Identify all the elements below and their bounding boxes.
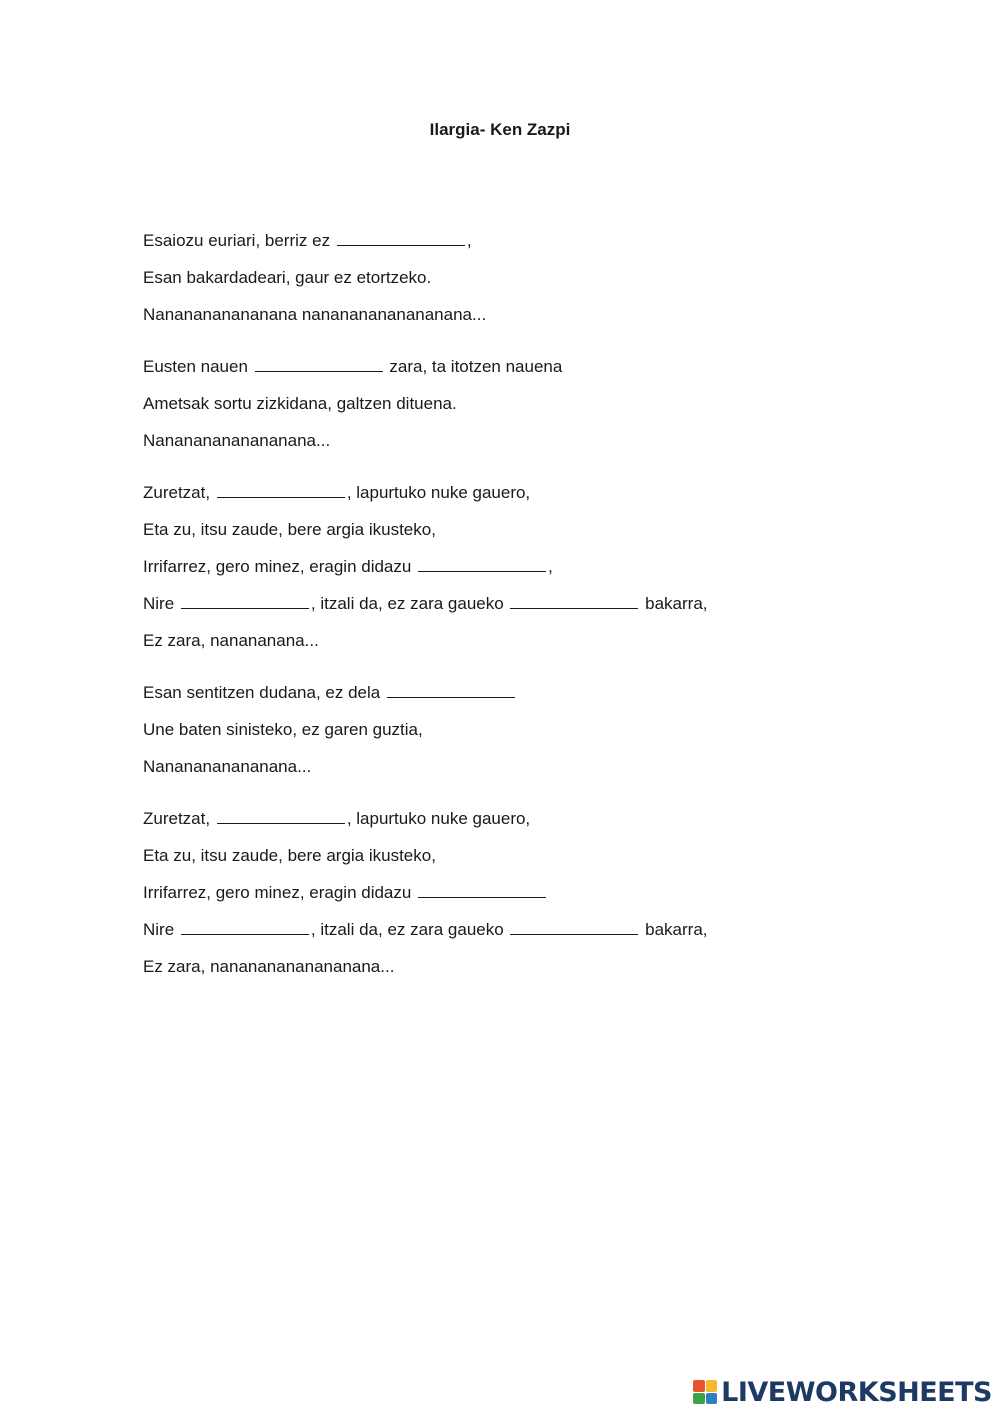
document-title: Ilargia- Ken Zazpi — [429, 120, 571, 139]
lyric-text: Nananananananana nanananananananana... — [143, 305, 487, 324]
lyric-line — [143, 585, 863, 622]
fill-in-blank[interactable] — [510, 916, 638, 935]
lyric-line — [143, 748, 863, 785]
lyric-line — [143, 622, 863, 659]
lyric-line — [143, 385, 863, 422]
lyric-text: Nanananananananana... — [143, 431, 331, 450]
liveworksheets-mark-icon — [693, 1380, 717, 1404]
lyric-text: Une baten sinisteko, ez garen guztia, — [143, 720, 423, 739]
lyric-line — [143, 296, 863, 333]
lyric-text: Eta zu, itsu zaude, bere argia ikusteko, — [143, 520, 436, 539]
lyric-text: Irrifarrez, gero minez, eragin didazu — [143, 557, 417, 576]
lyric-line — [143, 348, 863, 385]
lyric-text: zara, ta itotzen nauena — [384, 357, 563, 376]
mark-square — [693, 1380, 705, 1392]
mark-square — [706, 1393, 718, 1405]
mark-square — [706, 1380, 718, 1392]
lyric-line — [143, 874, 863, 911]
lyric-line — [143, 422, 863, 459]
lyric-text: Zuretzat, — [143, 483, 215, 502]
lyric-text: Nire — [143, 594, 179, 613]
lyric-line — [143, 474, 863, 511]
lyric-line — [143, 511, 863, 548]
lyric-line — [143, 711, 863, 748]
lyric-line — [143, 837, 863, 874]
stanza — [143, 348, 863, 459]
fill-in-blank[interactable] — [255, 353, 383, 372]
lyric-line — [143, 911, 863, 948]
lyric-text: Nananananananana... — [143, 757, 312, 776]
fill-in-blank[interactable] — [217, 805, 345, 824]
lyric-text: Esan sentitzen dudana, ez dela — [143, 683, 385, 702]
stanza — [143, 474, 863, 659]
lyric-line — [143, 548, 863, 585]
lyric-line — [143, 259, 863, 296]
fill-in-blank[interactable] — [387, 679, 515, 698]
fill-in-blank[interactable] — [510, 590, 638, 609]
lyric-text: Nire — [143, 920, 179, 939]
lyric-text: bakarra, — [640, 920, 708, 939]
lyric-text: bakarra, — [640, 594, 708, 613]
lyric-text: , lapurtuko nuke gauero, — [346, 483, 531, 502]
stanza — [143, 674, 863, 785]
mark-square — [693, 1393, 705, 1405]
liveworksheets-logo[interactable] — [693, 1377, 992, 1407]
fill-in-blank[interactable] — [418, 879, 546, 898]
fill-in-blank[interactable] — [418, 553, 546, 572]
lyric-text: Eta zu, itsu zaude, bere argia ikusteko, — [143, 846, 436, 865]
fill-in-blank[interactable] — [181, 916, 309, 935]
lyric-line — [143, 948, 863, 985]
lyric-text: Ez zara, nanananana... — [143, 631, 319, 650]
lyric-text: Irrifarrez, gero minez, eragin didazu — [143, 883, 417, 902]
lyric-text: , — [466, 231, 472, 250]
lyric-text: Esaiozu euriari, berriz ez — [143, 231, 335, 250]
lyric-line — [143, 222, 863, 259]
fill-in-blank[interactable] — [337, 227, 465, 246]
lyric-line — [143, 674, 863, 711]
stanza — [143, 800, 863, 985]
lyrics-body — [143, 222, 863, 1000]
lyric-text: Eusten nauen — [143, 357, 253, 376]
stanza — [143, 222, 863, 333]
fill-in-blank[interactable] — [217, 479, 345, 498]
fill-in-blank[interactable] — [181, 590, 309, 609]
lyric-text: , itzali da, ez zara gaueko — [310, 594, 509, 613]
lyric-text: , lapurtuko nuke gauero, — [346, 809, 531, 828]
lyric-line — [143, 800, 863, 837]
liveworksheets-wordmark: LIVEWORKSHEETS — [721, 1376, 992, 1408]
lyric-text: Esan bakardadeari, gaur ez etortzeko. — [143, 268, 432, 287]
lyric-text: Ez zara, nanananananananana... — [143, 957, 395, 976]
lyric-text: Zuretzat, — [143, 809, 215, 828]
lyric-text: , — [548, 557, 553, 576]
lyric-text: , itzali da, ez zara gaueko — [310, 920, 509, 939]
lyric-text: Ametsak sortu zizkidana, galtzen dituena. — [143, 394, 457, 413]
